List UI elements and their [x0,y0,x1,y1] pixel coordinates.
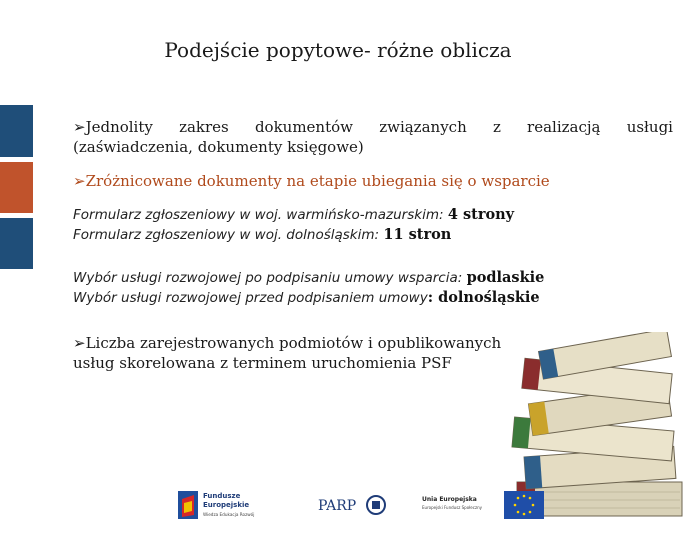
form-example-dolnoslaskie: Formularz zgłoszeniowy w woj. dolnośląskim: 11 stron [73,226,452,243]
svg-text:Fundusze: Fundusze [203,492,241,500]
form-examples [73,205,514,245]
service-choice-podlaskie: Wybór usługi rozwojowej po podpisaniu umowy wsparcia: podlaskie [73,269,545,286]
bullet-varied-documents: ➢Zróżnicowane dokumenty na etapie ubiegania się o wsparcie [73,172,550,190]
svg-text:Wiedza Edukacja Rozwój: Wiedza Edukacja Rozwój [203,512,255,517]
form-example-warminsko: Formularz zgłoszeniowy w woj. warmińsko-mazurskim: 4 strony [73,206,515,223]
bullet-arrow-icon: ➢ [73,172,86,190]
bullet-registered-entities: ➢Liczba zarejestrowanych podmiotów i opublikowanych usług skorelowana z terminem uruchomienia PSF [73,334,502,372]
slide-title: Podejście popytowe- różne oblicza [164,38,512,62]
side-block-blue-bottom [0,218,33,269]
service-choice-dolnoslaskie: Wybór usługi rozwojowej przed podpisaniem umowy: dolnośląskie [73,289,540,306]
bullet-arrow-icon: ➢Jednolity [73,118,153,136]
service-choice-examples [73,268,544,308]
bullet-arrow-icon: ➢ [73,334,86,352]
parp-logo [318,492,388,518]
bullet-uniform-documents: ➢Jednolity zakres dokumentów związanych z realizacją usługi (zaświadczenia, dokumenty księgowe) [73,118,673,156]
side-block-blue-top [0,105,33,157]
svg-text:Europejski Fundusz Społeczny: Europejski Fundusz Społeczny [422,505,482,510]
svg-text:PARP: PARP [318,498,357,514]
footer-logos [170,487,550,523]
bullet-uniform-documents-line2: (zaświadczenia, dokumenty księgowe) [73,138,364,156]
fundusze-europejskie-logo [176,487,286,523]
svg-text:Europejskie: Europejskie [203,501,250,509]
eu-logo [420,487,548,523]
svg-text:Unia Europejska: Unia Europejska [422,496,477,503]
side-block-orange [0,162,33,213]
